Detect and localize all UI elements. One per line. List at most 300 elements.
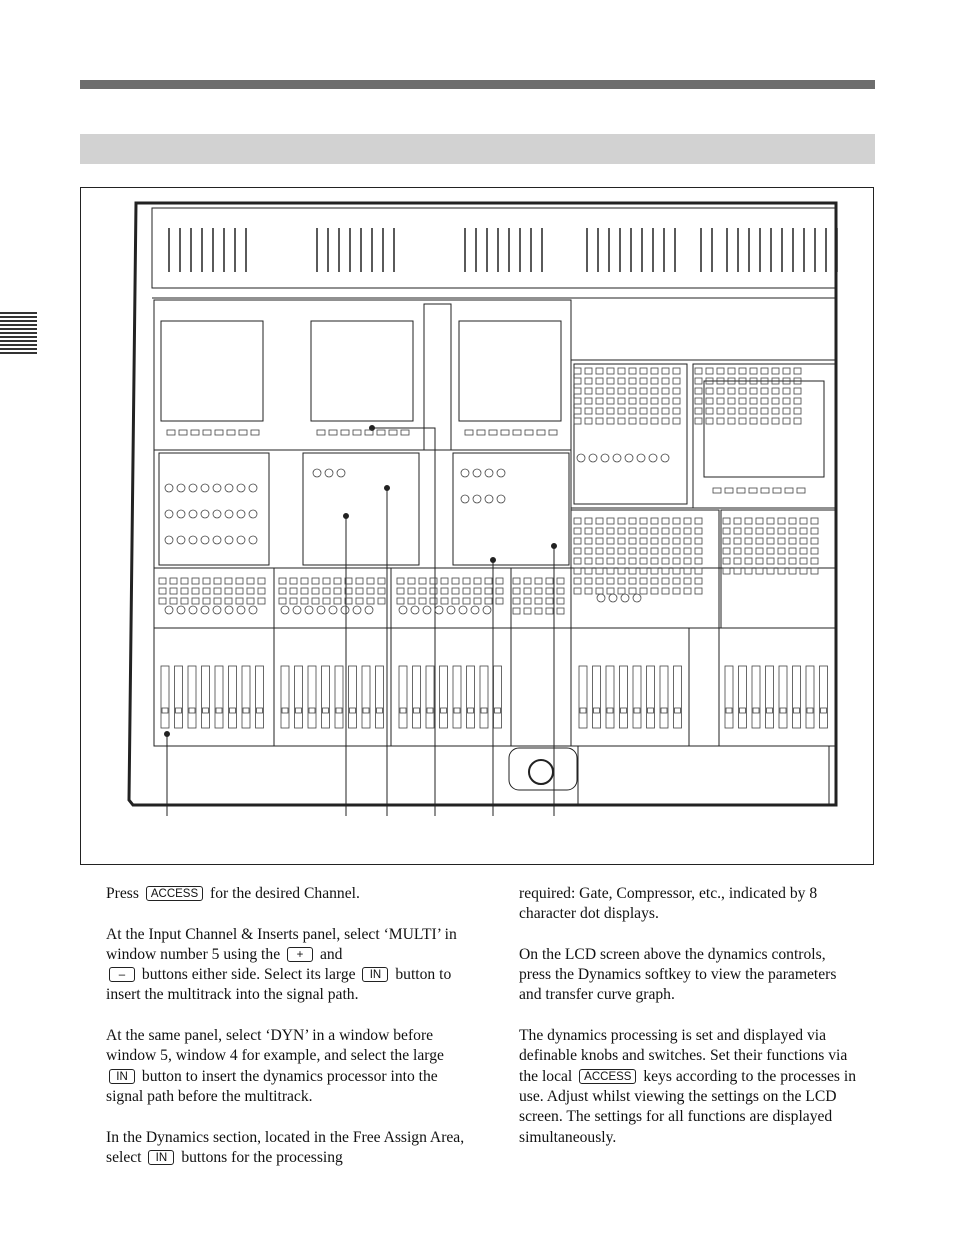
panel-button: [596, 368, 603, 374]
panel-button: [761, 388, 768, 394]
panel-button: [756, 568, 763, 574]
panel-button: [596, 558, 603, 564]
fader-cap: [634, 708, 640, 713]
fader-strip: [660, 666, 668, 728]
panel-button: [706, 418, 713, 424]
fader-cap: [350, 708, 356, 713]
panel-button: [778, 538, 785, 544]
panel-button: [574, 568, 581, 574]
fader-cap: [607, 708, 613, 713]
softkey-button: [749, 488, 757, 493]
panel-button: [452, 598, 459, 604]
panel-button: [745, 528, 752, 534]
softkey-button: [239, 430, 247, 435]
panel-button: [334, 578, 341, 584]
fader-strip: [674, 666, 682, 728]
panel-button: [574, 558, 581, 564]
rotary-knob: [281, 606, 289, 614]
panel-button: [397, 578, 404, 584]
panel-button: [236, 578, 243, 584]
panel-button: [629, 418, 636, 424]
panel-button: [794, 388, 801, 394]
upper-panel-block: [154, 300, 571, 450]
panel-button: [607, 378, 614, 384]
panel-button: [772, 368, 779, 374]
rotary-knob: [621, 594, 629, 602]
panel-button: [684, 588, 691, 594]
panel-button: [750, 368, 757, 374]
instructions-left-column: [106, 884, 466, 1188]
panel-button: [378, 588, 385, 594]
fader-strip: [281, 666, 289, 728]
in-key: IN: [362, 967, 388, 982]
panel-button: [618, 378, 625, 384]
panel-button: [783, 408, 790, 414]
panel-button: [761, 418, 768, 424]
panel-button: [574, 378, 581, 384]
rotary-knob: [601, 454, 609, 462]
panel-button: [695, 548, 702, 554]
rotary-knob: [201, 606, 209, 614]
panel-button: [723, 518, 730, 524]
panel-button: [535, 578, 542, 584]
panel-button: [408, 598, 415, 604]
panel-button: [629, 558, 636, 564]
panel-button: [535, 598, 542, 604]
panel-button: [585, 578, 592, 584]
fader-strip: [229, 666, 237, 728]
fader-cap: [648, 708, 654, 713]
panel-button: [535, 588, 542, 594]
rotary-knob: [613, 454, 621, 462]
panel-button: [290, 578, 297, 584]
panel-button: [745, 568, 752, 574]
rotary-knob: [165, 484, 173, 492]
panel-button: [574, 388, 581, 394]
fader-cap: [323, 708, 329, 713]
panel-button: [192, 588, 199, 594]
panel-button: [640, 398, 647, 404]
panel-button: [607, 368, 614, 374]
access-key: ACCESS: [146, 886, 203, 901]
panel-button: [651, 538, 658, 544]
panel-button: [750, 388, 757, 394]
rotary-knob: [237, 484, 245, 492]
panel-button: [474, 588, 481, 594]
panel-button: [236, 598, 243, 604]
panel-button: [513, 608, 520, 614]
panel-button: [607, 418, 614, 424]
panel-button: [728, 408, 735, 414]
panel-button: [734, 558, 741, 564]
panel-button: [761, 398, 768, 404]
fader-strip: [215, 666, 223, 728]
panel-button: [629, 518, 636, 524]
softkey-button: [389, 430, 397, 435]
panel-button: [723, 528, 730, 534]
panel-button: [695, 568, 702, 574]
panel-button: [811, 518, 818, 524]
panel-button: [574, 548, 581, 554]
panel-button: [585, 538, 592, 544]
access-key: ACCESS: [579, 1069, 636, 1084]
fader-strip: [242, 666, 250, 728]
panel-button: [640, 578, 647, 584]
step-select-multi: At the Input Channel & Inserts panel, select ‘MULTI’ in window number 5 using the + and – buttons either side. Select its large IN button to insert the multitrack into the signal path.: [106, 925, 457, 1004]
panel-button: [640, 528, 647, 534]
panel-button: [767, 518, 774, 524]
panel-button: [574, 398, 581, 404]
panel-button: [756, 548, 763, 554]
fader-cap: [336, 708, 342, 713]
fader-cap: [296, 708, 302, 713]
softkey-button: [725, 488, 733, 493]
panel-button: [717, 398, 724, 404]
panel-button: [203, 588, 210, 594]
panel-button: [629, 548, 636, 554]
panel-button: [170, 588, 177, 594]
panel-button: [607, 578, 614, 584]
fader-cap: [481, 708, 487, 713]
panel-button: [811, 528, 818, 534]
panel-button: [800, 558, 807, 564]
panel-button: [717, 418, 724, 424]
panel-button: [734, 538, 741, 544]
rotary-knob: [165, 510, 173, 518]
panel-button: [772, 408, 779, 414]
panel-button: [496, 578, 503, 584]
panel-button: [662, 418, 669, 424]
panel-button: [629, 578, 636, 584]
panel-button: [789, 568, 796, 574]
panel-button: [734, 528, 741, 534]
panel-button: [247, 588, 254, 594]
panel-button: [607, 568, 614, 574]
panel-button: [607, 388, 614, 394]
fader-strip: [820, 666, 828, 728]
panel-button: [662, 368, 669, 374]
softkey-button: [329, 430, 337, 435]
panel-button: [408, 578, 415, 584]
rotary-knob: [461, 469, 469, 477]
panel-button: [651, 378, 658, 384]
panel-button: [673, 538, 680, 544]
panel-button: [750, 408, 757, 414]
panel-button: [662, 528, 669, 534]
fader-strip: [806, 666, 814, 728]
panel-button: [585, 398, 592, 404]
panel-button: [684, 528, 691, 534]
panel-button: [695, 378, 702, 384]
panel-button: [739, 408, 746, 414]
panel-button: [247, 598, 254, 604]
panel-button: [225, 588, 232, 594]
fader-cap: [807, 708, 813, 713]
fader-cap: [230, 708, 236, 713]
panel-button: [618, 368, 625, 374]
panel-button: [618, 528, 625, 534]
softkey-button: [401, 430, 409, 435]
panel-button: [800, 528, 807, 534]
rotary-knob: [165, 536, 173, 544]
panel-button: [596, 588, 603, 594]
panel-button: [717, 368, 724, 374]
rotary-knob: [399, 606, 407, 614]
panel-button: [662, 538, 669, 544]
panel-button: [419, 588, 426, 594]
panel-button: [673, 558, 680, 564]
rotary-knob: [237, 536, 245, 544]
panel-button: [800, 538, 807, 544]
panel-button: [723, 538, 730, 544]
rotary-knob: [249, 536, 257, 544]
panel-button: [378, 578, 385, 584]
panel-button: [629, 398, 636, 404]
fader-strip: [175, 666, 183, 728]
panel-button: [596, 408, 603, 414]
panel-button: [673, 518, 680, 524]
panel-button: [629, 388, 636, 394]
meter-bridge: [152, 208, 836, 288]
rotary-knob: [485, 469, 493, 477]
fader-strip: [440, 666, 448, 728]
rotary-knob: [201, 484, 209, 492]
panel-button: [695, 558, 702, 564]
fader-strip: [426, 666, 434, 728]
minus-key: –: [109, 967, 135, 982]
rotary-knob: [497, 495, 505, 503]
rotary-knob: [435, 606, 443, 614]
panel-button: [463, 578, 470, 584]
step-select-dyn: At the same panel, select ‘DYN’ in a window before window 5, window 4 for example, and select the large IN button to insert the dynamics processor into the signal path before the multitrack.: [106, 1027, 444, 1105]
panel-button: [739, 388, 746, 394]
softkey-button: [549, 430, 557, 435]
panel-button: [618, 418, 625, 424]
panel-button: [673, 548, 680, 554]
softkey-button: [513, 430, 521, 435]
panel-button: [767, 548, 774, 554]
rotary-knob: [353, 606, 361, 614]
panel-button: [496, 588, 503, 594]
panel-button: [695, 528, 702, 534]
panel-button: [397, 588, 404, 594]
fader-cap: [363, 708, 369, 713]
panel-button: [312, 578, 319, 584]
rotary-knob: [485, 495, 493, 503]
panel-button: [225, 578, 232, 584]
rotary-knob: [423, 606, 431, 614]
panel-button: [673, 578, 680, 584]
rotary-knob: [341, 606, 349, 614]
panel-button: [496, 598, 503, 604]
panel-button: [673, 388, 680, 394]
console-diagram: [81, 188, 873, 864]
panel-button: [629, 408, 636, 414]
fader-strip: [633, 666, 641, 728]
panel-button: [596, 388, 603, 394]
fader-cap: [726, 708, 732, 713]
panel-button: [684, 548, 691, 554]
panel-button: [301, 578, 308, 584]
softkey-button: [489, 430, 497, 435]
panel-button: [596, 538, 603, 544]
panel-button: [673, 588, 680, 594]
panel-button: [651, 558, 658, 564]
panel-button: [618, 388, 625, 394]
panel-button: [557, 578, 564, 584]
fader-strip: [725, 666, 733, 728]
fader-strip: [362, 666, 370, 728]
panel-button: [640, 538, 647, 544]
panel-button: [651, 518, 658, 524]
panel-button: [778, 528, 785, 534]
softkey-button: [341, 430, 349, 435]
rotary-knob: [447, 606, 455, 614]
panel-button: [159, 588, 166, 594]
mid-panel-block: [154, 450, 571, 568]
fader-cap: [621, 708, 627, 713]
panel-button: [778, 558, 785, 564]
panel-button: [640, 388, 647, 394]
fader-strip: [322, 666, 330, 728]
panel-button: [441, 578, 448, 584]
panel-button: [745, 538, 752, 544]
panel-button: [651, 528, 658, 534]
rotary-knob: [293, 606, 301, 614]
panel-button: [767, 528, 774, 534]
fader-cap: [495, 708, 501, 713]
softkey-button: [227, 430, 235, 435]
fader-cap: [427, 708, 433, 713]
fader-cap: [594, 708, 600, 713]
panel-button: [323, 588, 330, 594]
fader-strip: [739, 666, 747, 728]
rotary-knob: [213, 484, 221, 492]
panel-button: [181, 598, 188, 604]
panel-button: [181, 578, 188, 584]
rotary-knob: [213, 536, 221, 544]
panel-button: [684, 558, 691, 564]
fader-cap: [441, 708, 447, 713]
panel-button: [750, 418, 757, 424]
panel-button: [767, 558, 774, 564]
panel-button: [684, 518, 691, 524]
header-rule: [80, 80, 875, 89]
panel-button: [673, 368, 680, 374]
panel-button: [811, 568, 818, 574]
panel-button: [214, 588, 221, 594]
rotary-knob: [625, 454, 633, 462]
panel-button: [524, 588, 531, 594]
softkey-button: [501, 430, 509, 435]
fader-cap: [309, 708, 315, 713]
panel-button: [789, 538, 796, 544]
panel-button: [640, 418, 647, 424]
panel-button: [574, 528, 581, 534]
panel-button: [662, 548, 669, 554]
panel-button: [574, 578, 581, 584]
panel-button: [717, 408, 724, 414]
panel-button: [585, 568, 592, 574]
panel-button: [607, 558, 614, 564]
fader-cap: [216, 708, 222, 713]
plus-key: +: [287, 947, 313, 962]
softkey-button: [477, 430, 485, 435]
fader-strip: [399, 666, 407, 728]
panel-button: [789, 528, 796, 534]
softkey-button: [713, 488, 721, 493]
panel-button: [761, 408, 768, 414]
panel-button: [408, 588, 415, 594]
lcd-screen-3: [459, 321, 561, 421]
panel-button: [640, 368, 647, 374]
fader-strip: [256, 666, 264, 728]
panel-button: [279, 588, 286, 594]
panel-button: [640, 558, 647, 564]
softkey-button: [797, 488, 805, 493]
panel-button: [607, 408, 614, 414]
panel-button: [574, 538, 581, 544]
rotary-knob: [177, 484, 185, 492]
panel-button: [695, 588, 702, 594]
panel-button: [441, 598, 448, 604]
rotary-knob: [213, 606, 221, 614]
panel-button: [640, 518, 647, 524]
panel-button: [535, 608, 542, 614]
rotary-knob: [177, 510, 185, 518]
panel-button: [728, 388, 735, 394]
fader-cap: [780, 708, 786, 713]
softkey-button: [317, 430, 325, 435]
softkey-button: [179, 430, 187, 435]
panel-button: [585, 588, 592, 594]
panel-button: [574, 418, 581, 424]
panel-button: [596, 568, 603, 574]
fader-cap: [243, 708, 249, 713]
panel-button: [279, 578, 286, 584]
fader-strip: [480, 666, 488, 728]
panel-button: [618, 548, 625, 554]
panel-button: [618, 558, 625, 564]
panel-button: [607, 518, 614, 524]
panel-button: [618, 408, 625, 414]
panel-button: [513, 588, 520, 594]
panel-button: [214, 578, 221, 584]
rotary-knob: [661, 454, 669, 462]
rotary-knob: [589, 454, 597, 462]
panel-button: [783, 368, 790, 374]
panel-button: [367, 598, 374, 604]
panel-button: [734, 548, 741, 554]
softkey-button: [785, 488, 793, 493]
panel-button: [585, 368, 592, 374]
in-key: IN: [109, 1069, 135, 1084]
panel-button: [524, 598, 531, 604]
panel-button: [695, 388, 702, 394]
fader-strip: [620, 666, 628, 728]
fader-cap: [468, 708, 474, 713]
panel-button: [513, 598, 520, 604]
panel-button: [695, 368, 702, 374]
section-title-band: [80, 134, 875, 164]
panel-button: [170, 598, 177, 604]
rotary-knob: [637, 454, 645, 462]
panel-button: [728, 418, 735, 424]
panel-button: [585, 518, 592, 524]
panel-button: [557, 588, 564, 594]
rotary-knob: [577, 454, 585, 462]
softkey-button: [537, 430, 545, 435]
